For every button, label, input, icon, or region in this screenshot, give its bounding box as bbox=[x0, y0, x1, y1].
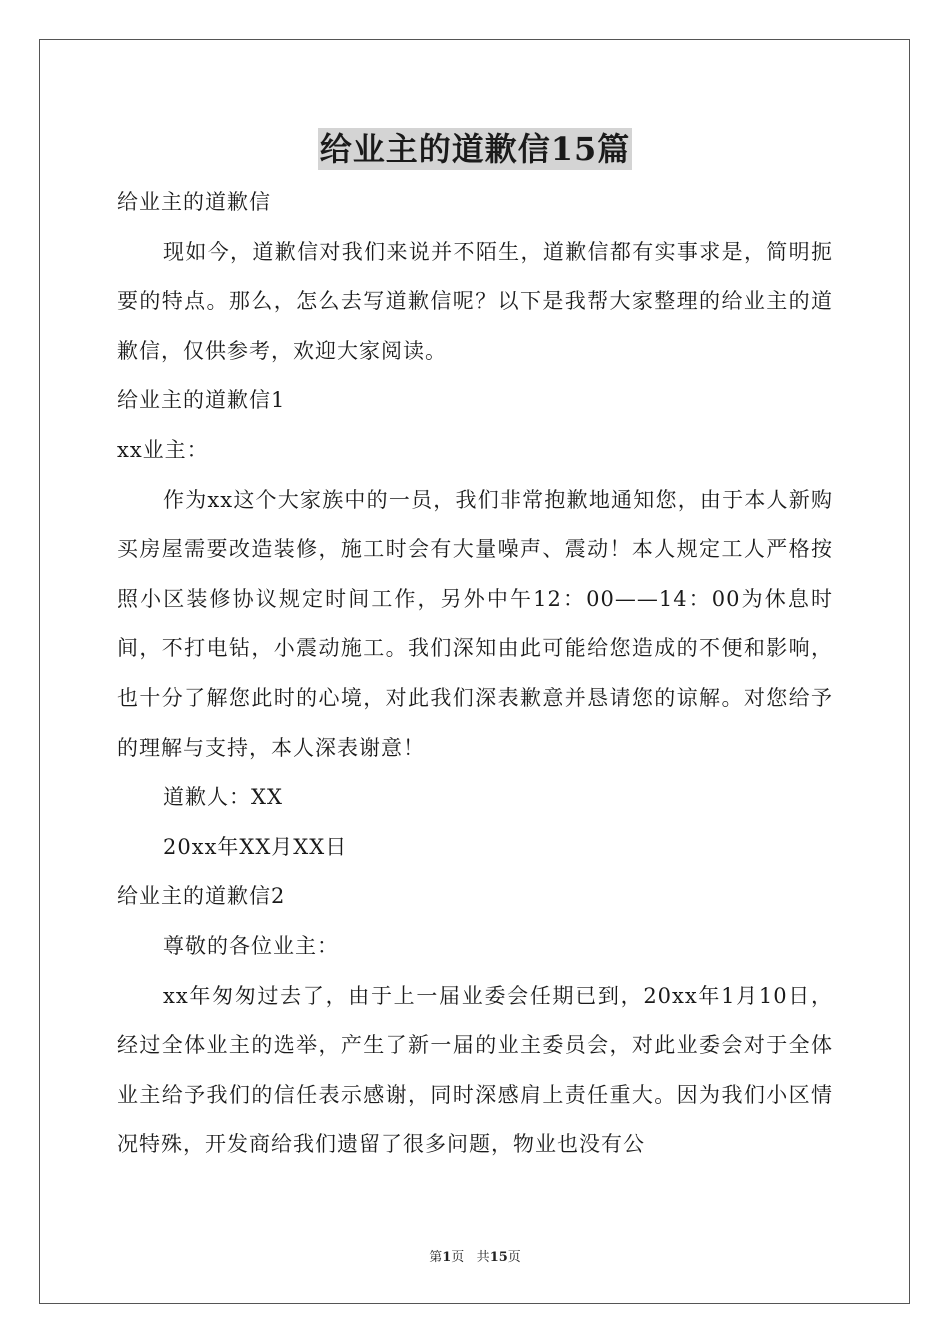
paragraph: 给业主的道歉信1 bbox=[117, 388, 286, 413]
footer-page-prefix: 第 bbox=[429, 1250, 443, 1265]
document-title: 给业主的道歉信15篇 bbox=[319, 130, 631, 168]
footer-page-suffix: 页 bbox=[451, 1250, 465, 1265]
paragraph: xx年匆匆过去了，由于上一届业委会任期已到，20xx年1月10日，经过全体业主的选举，产生了新一届的业主委员会，对此业委会对于全体业主给予我们的信任表示感谢，同时深感肩上责任重大。因为我们小区情况特殊，开发商给我们遗留了很多问题，物业也没有公 bbox=[117, 983, 833, 1157]
paragraph: 尊敬的各位业主： bbox=[163, 933, 339, 958]
footer-total-suffix: 页 bbox=[507, 1250, 521, 1265]
document-body bbox=[117, 178, 833, 1170]
paragraph: 现如今，道歉信对我们来说并不陌生，道歉信都有实事求是，简明扼要的特点。那么，怎么去写道歉信呢？以下是我帮大家整理的给业主的道歉信，仅供参考，欢迎大家阅读。 bbox=[117, 239, 833, 363]
title-container bbox=[0, 128, 950, 170]
paragraph: 给业主的道歉信2 bbox=[117, 884, 286, 909]
footer-current-page: 1 bbox=[442, 1250, 452, 1265]
footer-total-prefix: 共 bbox=[476, 1250, 490, 1265]
page-footer bbox=[0, 1246, 950, 1265]
footer-total-pages: 15 bbox=[489, 1250, 508, 1265]
paragraph: 20xx年XX月XX日 bbox=[163, 834, 348, 859]
paragraph: 作为xx这个大家族中的一员，我们非常抱歉地通知您，由于本人新购买房屋需要改造装修，施工时会有大量噪声、震动！本人规定工人严格按照小区装修协议规定时间工作，另外中午12：00——14：00为休息时间，不打电钻，小震动施工。我们深知由此可能给您造成的不便和影响，也十分了解您此时的心境，对此我们深表歉意并恳请您的谅解。对您给予的理解与支持，本人深表谢意！ bbox=[117, 487, 833, 760]
paragraph: xx业主： bbox=[117, 437, 209, 462]
paragraph: 道歉人：XX bbox=[163, 785, 283, 810]
paragraph: 给业主的道歉信 bbox=[117, 190, 271, 214]
